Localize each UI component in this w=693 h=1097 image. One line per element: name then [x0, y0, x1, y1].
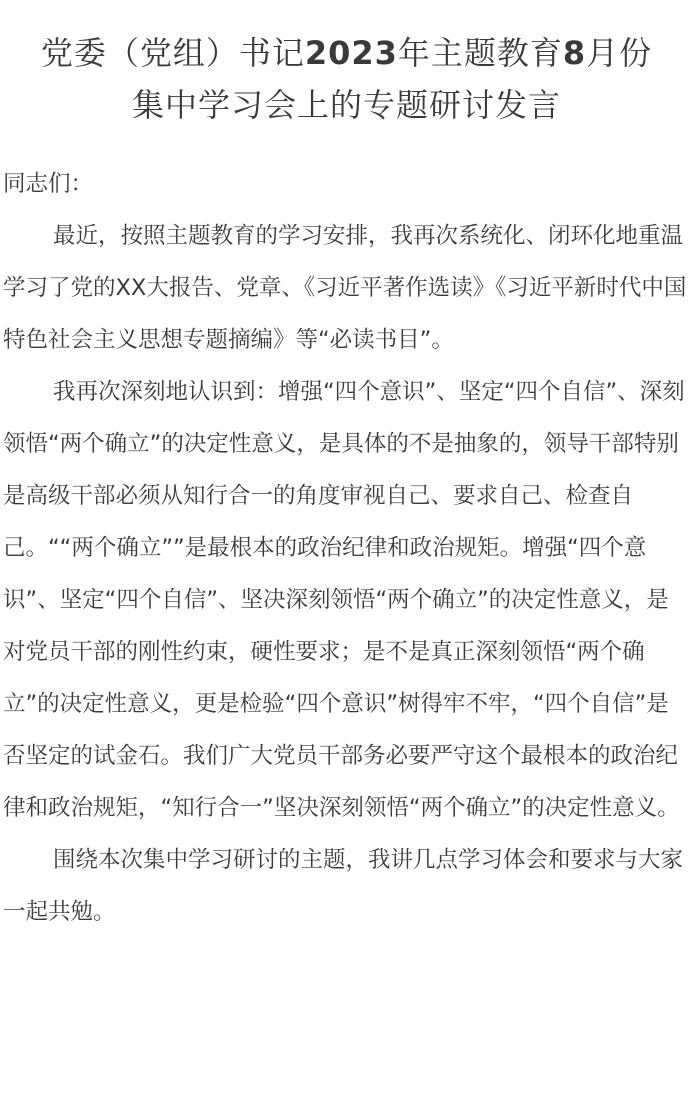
paragraph-2: 我再次深刻地认识到：增强“四个意识”、坚定“四个自信”、深刻领悟“两个确立”的决定性意义，是具体的不是抽象的，领导干部特别是高级干部必须从知行合一的角度审视自己、要求自己、检查自己。““两个确立””是最根本的政治纪律和政治规矩。增强“四个意识”、坚定“四个自信”、坚决深刻领悟“两个确立”的决定性意义，是对党员干部的刚性约束，硬性要求；是不是真正深刻领悟“两个确立”的决定性意义，更是检验“四个意识”树得牢不牢，“四个自信”是否坚定的试金石。我们广大党员干部务必要严守这个最根本的政治纪律和政治规矩，“知行合一”坚决深刻领悟“两个确立”的决定性意义。 [3, 379, 685, 821]
title-month: 8 [562, 34, 587, 72]
paragraph-1: 最近，按照主题教育的学习安排，我再次系统化、闭环化地重温学习了党的XX大报告、党章、《习近平著作选读》《习近平新时代中国特色社会主义思想专题摘编》等“必读书目”。 [3, 223, 687, 353]
title-part-c: 月份 [586, 34, 653, 72]
title-year: 2023 [304, 34, 398, 72]
paragraph-3: 围绕本次集中学习研讨的主题，我讲几点学习体会和要求与大家一起共勉。 [3, 847, 684, 925]
title-line-2: 集中学习会上的专题研讨发言 [131, 86, 561, 124]
document-title [0, 0, 693, 131]
title-part-b: 年主题教育 [397, 34, 563, 72]
salutation: 同志们： [3, 171, 94, 197]
document-body [3, 158, 691, 938]
title-part-a: 党委（党组）书记 [40, 34, 305, 72]
title-line-1 [0, 27, 693, 79]
